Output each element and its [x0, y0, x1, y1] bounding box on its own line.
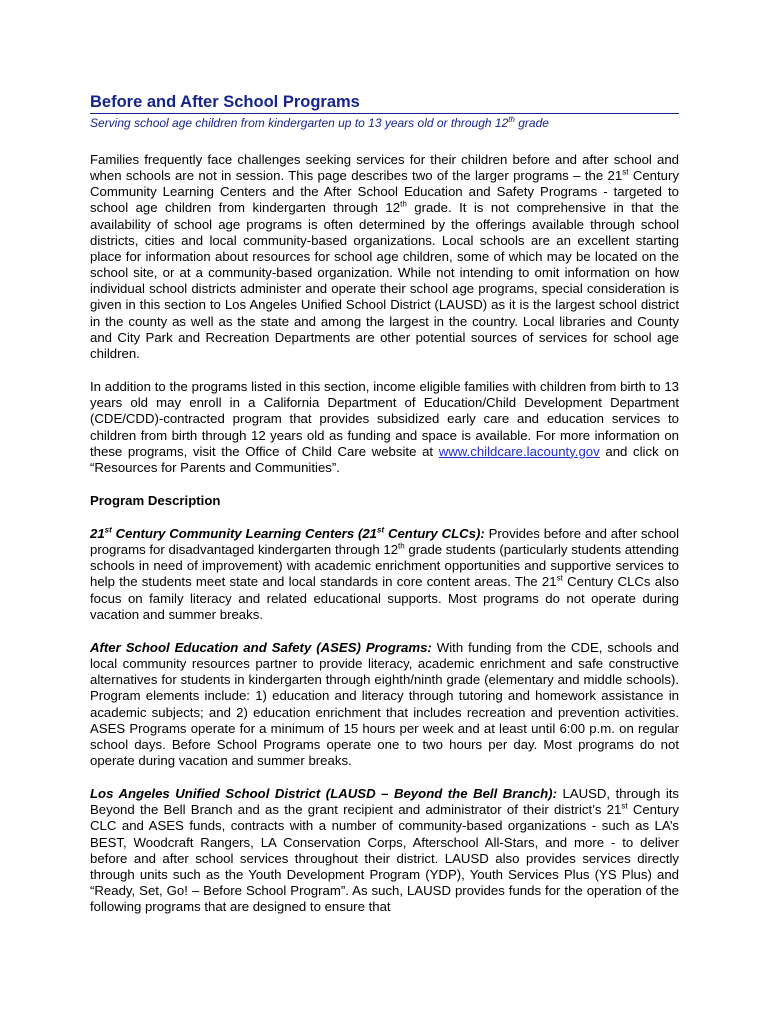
page-subtitle: Serving school age children from kindergarten up to 13 years old or through 12th grade	[90, 115, 549, 130]
section-heading: Program Description	[90, 492, 221, 508]
page-title: Before and After School Programs	[90, 93, 360, 111]
ases-paragraph: After School Education and Safety (ASES) Programs: With funding from the CDE, schools and local community resources partner to provide literacy, academic enrichment and safe constructive alternatives for students in kindergarten through eighth/ninth grade (elementary and middle schools). Program elements include: 1) education and literacy through tutoring and homework assistance in academic subjects; and 2) education enrichment that includes recreation and prevention activities. ASES Programs operate for a minimum of 15 hours per week and at least until 6:00 p.m. on regular school days. Before School Programs operate one to two hours per day. Most programs do not operate during vacation and summer breaks.	[90, 639, 680, 768]
childcare-website-link[interactable]: www.childcare.lacounty.gov	[438, 443, 600, 459]
ases-lead: After School Education and Safety (ASES) Programs:	[90, 639, 432, 655]
clc-lead: 21st Century Community Learning Centers (21st Century CLCs):	[90, 525, 485, 541]
lausd-lead: Los Angeles Unified School District (LAUSD – Beyond the Bell Branch):	[90, 786, 557, 802]
intro-paragraph: Families frequently face challenges seeking services for their children before and after school and when schools are not in session. This page describes two of the larger programs – the 21st Century Community Learning Centers and the After School Education and Safety Programs - targeted to school age children from kindergarten through 12th grade. It is not comprehensive in that the availability of school age programs is often determined by the offerings available through school districts, cities and local community-based organizations. Local schools are an excellent starting place for information about resources for school age children, some of which may be located on the school site, or at a community-based organization. While not intending to omit information on how individual school districts administer and operate their school age programs, special consideration is given in this section to Los Angeles Unified School District (LAUSD) as it is the largest school district in the county as well as the state and among the largest in the country. Local libraries and County and City Park and Recreation Departments are other potential sources of services for school age children.	[90, 152, 679, 361]
clc-paragraph: 21st Century Community Learning Centers (21st Century CLCs): Provides before and after school programs for disadvantaged kindergarten through 12th grade students (particularly students attending schools in need of improvement) with academic enrichment opportunities and supportive services to help the students meet state and local standards in core content areas. The 21st Century CLCs also focus on family literacy and related educational supports. Most programs do not operate during vacation and summer breaks.	[90, 525, 680, 622]
eligibility-paragraph: In addition to the programs listed in this section, income eligible families with children from birth to 13 years old may enroll in a California Department of Education/Child Development Department (CDE/CDD)-contracted program that provides subsidized early care and education services to children from birth through 12 years old as funding and space is available. For more information on these programs, visit the Office of Child Care website at www.childcare.lacounty.gov and click on “Resources for Parents and Communities”.	[90, 379, 679, 475]
lausd-paragraph: Los Angeles Unified School District (LAUSD – Beyond the Bell Branch): LAUSD, through its Beyond the Bell Branch and as the grant recipient and administrator of their district’s 21st Century CLC and ASES funds, contracts with a number of community-based organizations - such as LA’s BEST, Woodcraft Rangers, LA Conservation Corps, Afterschool All-Stars, and more - to deliver before and after school services throughout their district. LAUSD also provides services directly through units such as the Youth Development Program (YDP), Youth Services Plus (YS Plus) and “Ready, Set, Go! – Before School Program”. As such, LAUSD provides funds for the operation of the following programs that are designed to ensure that	[90, 786, 680, 915]
title-rule	[90, 113, 679, 114]
